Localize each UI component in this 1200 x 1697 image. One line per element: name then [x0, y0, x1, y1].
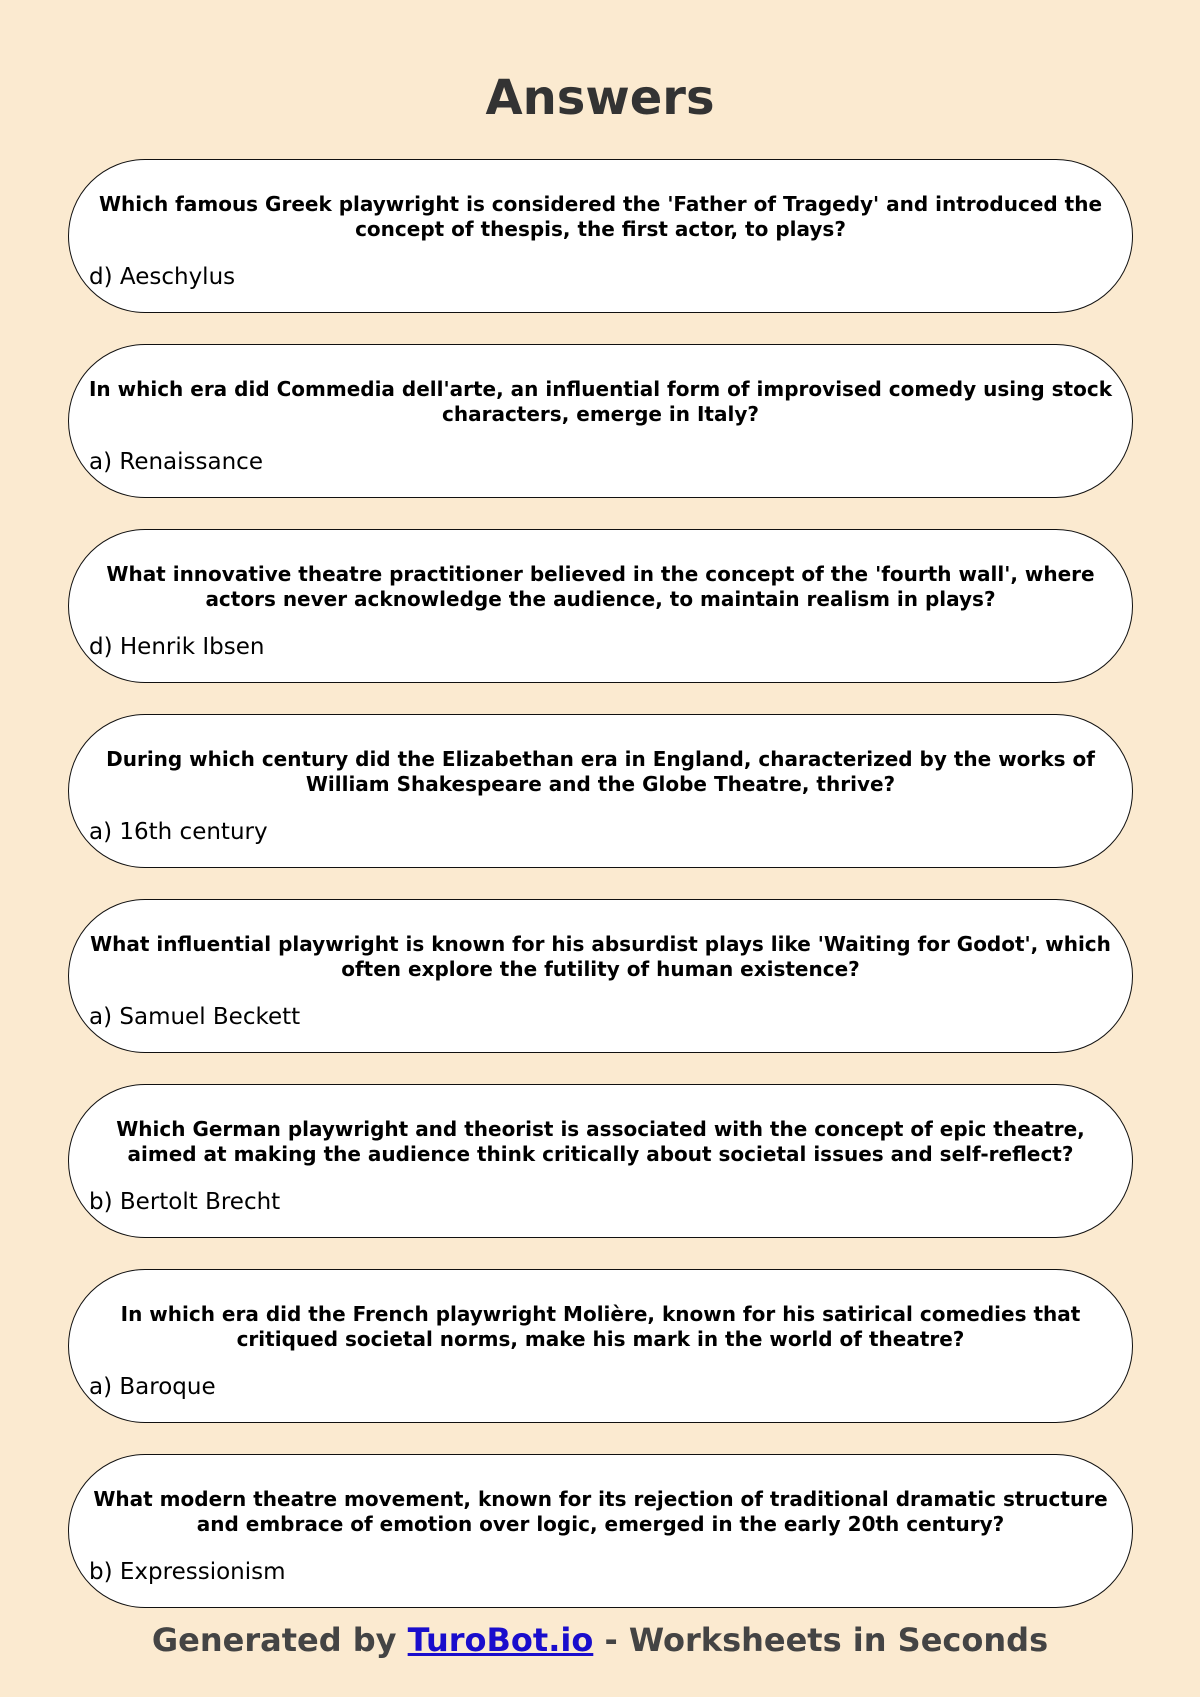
- footer: [0, 1620, 1200, 1660]
- answer-text: a) Renaissance: [89, 449, 263, 475]
- answer-text: a) Samuel Beckett: [89, 1004, 301, 1030]
- page-title: Answers: [485, 70, 715, 126]
- question-text: What innovative theatre practitioner believed in the concept of the 'fourth wall', where actors never acknowledge the audience, to maintain realism in plays?: [106, 562, 1095, 611]
- question-text: In which era did Commedia dell'arte, an influential form of improvised comedy using stock characters, emerge in Italy?: [88, 377, 1112, 426]
- answer-card: [68, 1084, 1133, 1238]
- question-text: Which German playwright and theorist is associated with the concept of epic theatre, aimed at making the audience think critically about societal issues and self-reflect?: [116, 1117, 1085, 1166]
- answer-text: b) Bertolt Brecht: [89, 1189, 281, 1215]
- turobot-link[interactable]: TuroBot.io: [407, 1621, 594, 1659]
- answer-text: d) Henrik Ibsen: [89, 634, 265, 660]
- answer-text: a) 16th century: [89, 819, 268, 845]
- question-text: What modern theatre movement, known for its rejection of traditional dramatic structure and embrace of emotion over logic, emerged in the early 20th century?: [93, 1487, 1108, 1536]
- answer-card: [68, 1269, 1133, 1423]
- answer-card: [68, 714, 1133, 868]
- answer-list: [68, 159, 1133, 1639]
- question-text: During which century did the Elizabethan era in England, characterized by the works of William Shakespeare and the Globe Theatre, thrive?: [106, 747, 1095, 796]
- answer-card: [68, 344, 1133, 498]
- answer-text: d) Aeschylus: [89, 264, 236, 290]
- footer-suffix: - Worksheets in Seconds: [593, 1621, 1049, 1659]
- question-text: Which famous Greek playwright is considered the 'Father of Tragedy' and introduced the concept of thespis, the first actor, to plays?: [98, 192, 1103, 241]
- answer-card: [68, 159, 1133, 313]
- answer-text: a) Baroque: [89, 1374, 216, 1400]
- answer-card: [68, 899, 1133, 1053]
- question-text: What influential playwright is known for his absurdist plays like 'Waiting for Godot', which often explore the futility of human existence?: [90, 932, 1111, 981]
- answer-text: b) Expressionism: [89, 1559, 286, 1585]
- question-text: In which era did the French playwright Molière, known for his satirical comedies that critiqued societal norms, make his mark in the world of theatre?: [120, 1302, 1081, 1351]
- answer-card: [68, 1454, 1133, 1608]
- answer-card: [68, 529, 1133, 683]
- footer-prefix: Generated by: [151, 1621, 408, 1659]
